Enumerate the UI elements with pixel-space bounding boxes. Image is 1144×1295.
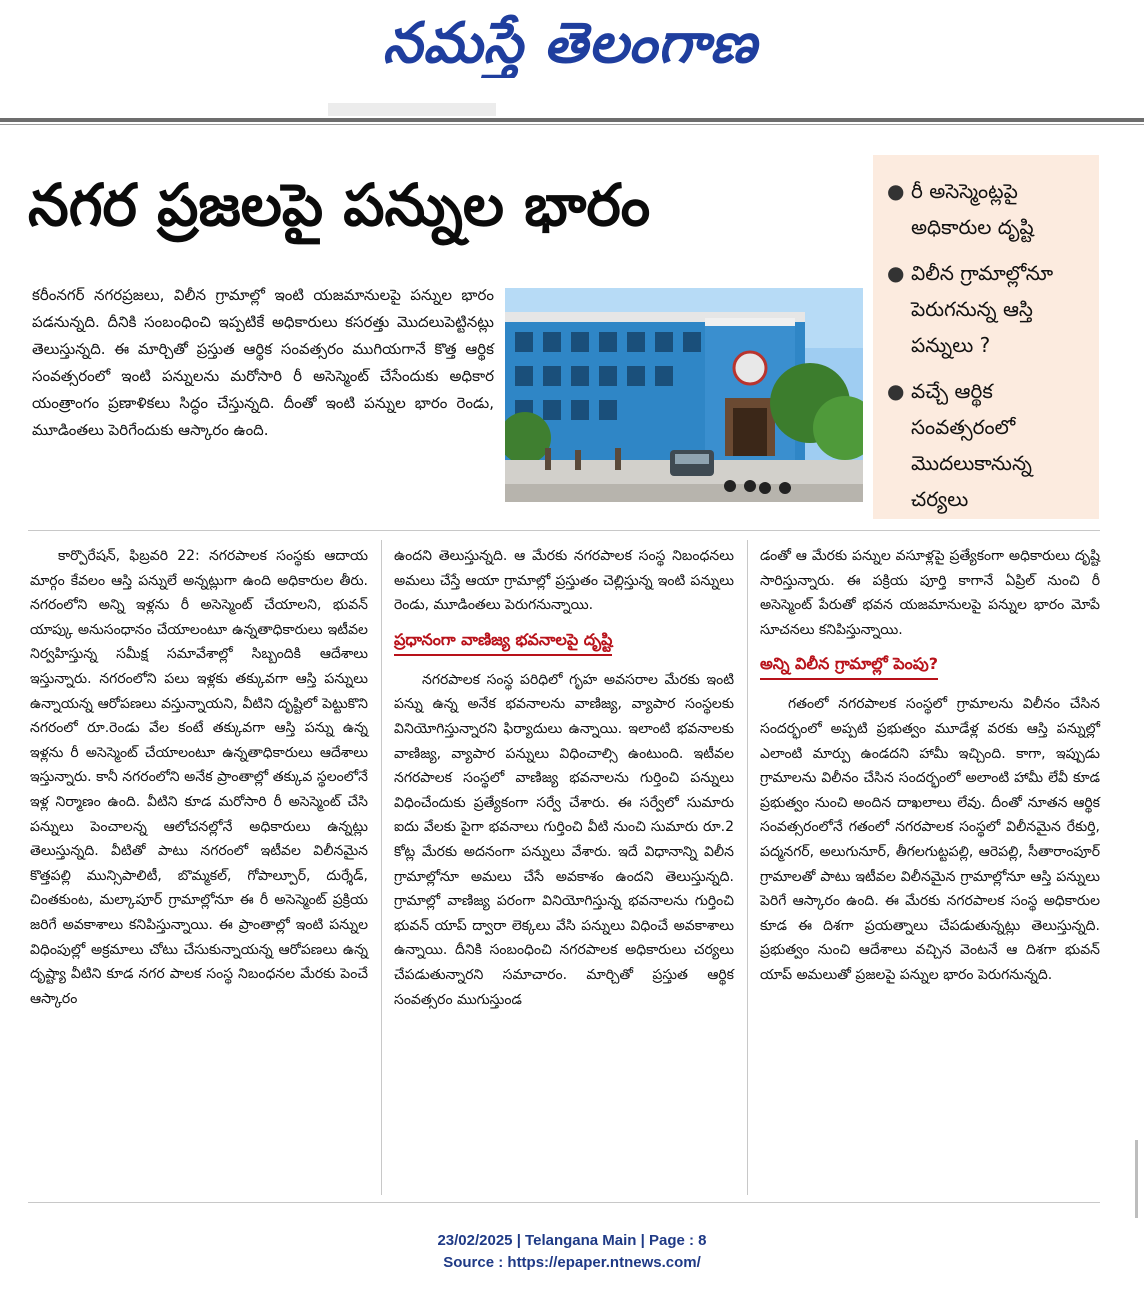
column-3-top-text: డంతో ఆ మేరకు పన్నుల వసూళ్లపై ప్రత్యేకంగా అధికారులు దృష్టి సారిస్తున్నారు. ఈ పక్రియ పూర్తి కాగానే ఏప్రిల్ నుంచి రీ అసెస్మెంట్ పేరుతో భవన యజమానులపై పన్నుల భారం మోపే సూచనలు కనిపిస్తున్నాయి.: [760, 548, 1100, 638]
highlight-text: రీ అసెస్మెంట్లపై అధికారుల దృష్టి: [911, 179, 1034, 239]
article-intro: కరీంనగర్ నగరప్రజలు, విలీన గ్రామాల్లో ఇంటి యజమానులపై పన్నుల భారం పడనున్నది. దీనికి సంబంధించి ఇప్పటికే అధికారులు కసరత్తు మొదలుపెట్టినట్లు తెలుస్తున్నది. ఈ మార్చితో ప్రస్తుత ఆర్థిక సంవత్సరం ముగియగానే కొత్త ఆర్థిక సంవత్సరంలో ఇంటి పన్నులను మరోసారి రీ అసెస్మెంట్ చేసేందుకు అధికార యంత్రాంగం ప్రణాళికలు సిద్ధం చేస్తున్నది. దీంతో ఇంటి పన్నుల భారం రెండు, మూడింతలు పెరిగేందుకు ఆస్కారం ఉంది.: [32, 286, 494, 439]
bullet-icon: ●: [887, 379, 905, 403]
column-3-body-text: గతంలో నగరపాలక సంస్థలో గ్రామాలను విలీనం చేసిన సందర్భంలో అప్పటి ప్రభుత్వం మూడేళ్ల వరకు ఆస్తి పన్నుల్లో ఎలాంటి మార్పు ఉండదని హామీ ఇచ్చింది. కాగా, ఇప్పుడు గ్రామాలను విలీనం చేసిన సందర్భంలో అలాంటి హామీ లేవీ కూడ ప్రభుత్వం నుంచి అందిన దాఖలాలు లేవు. దీంతో నూతన ఆర్థిక సంవత్సరంలోనే గతంలో నగరపాలక సంస్థలో విలీనమైన రేకుర్తి, పద్మనగర్, అలుగునూర్, తీగలగుట్టపల్లి, ఆరెపల్లి, సీతారాంపూర్ గ్రామాలతో పాటు ఇటీవల విలీనమైన గ్రామాల్లోనూ ఆస్తి పన్నులు పెరిగే ఆస్కారం ఉంది. ఈ మేరకు నగరపాలక సంస్థ అధికారుల కూడ ఈ దిశగా ప్రయత్నాలు చేపడుతున్నట్లు తెలుస్తున్నది. ప్రభుత్వం నుంచి ఆదేశాలు వచ్చిన వెంటనే ఆ దిశగా భువన్ యాప్ అమలుతో ప్రజలపై పన్నుల భారం పెరుగనున్నది.: [760, 696, 1100, 983]
edition-info: 23/02/2025 | Telangana Main | Page : 8: [437, 1232, 707, 1249]
building-photo: [505, 288, 863, 502]
column-2-body-text: నగరపాలక సంస్థ పరిధిలో గృహ అవసరాల మేరకు ఇంటి పన్ను ఉన్న అనేక భవనాలను వాణిజ్య, వ్యాపార సంస్థలకు వినియోగిస్తున్నారని ఫిర్యాదులు ఉన్నాయి. ఇలాంటి భవనాలకు వాణిజ్య, వ్యాపార పన్నులు విధించాల్సి ఉంటుంది. ఇటీవల నగరపాలక సంస్థలో వాణిజ్య భవనాలను గుర్తించి పన్నులు విధించేందుకు ప్రత్యేకంగా సర్వే చేశారు. ఈ సర్వేలో సుమారు ఐదు వేలకు పైగా భవనాలు గుర్తించి వీటి నుంచి సుమారు రూ.2 కోట్ల మేరకు అదనంగా పన్నులు వేశారు. ఇదే విధానాన్ని విలీన గ్రామాల్లోనూ అమలు చేసే అవకాశం ఉందని తెలుస్తున్నది. గ్రామాల్లో వాణిజ్య పరంగా వినియోగిస్తున్న భవనాలను గుర్తించి భువన్ యాప్ ద్వారా లెక్కలు వేసి పన్నులు విధించే అవకాశాలు ఉన్నాయి. దీనికి సంబంధించి నగరపాలక అధికారులు చర్యలు చేపడుతున్నారని సమాచారం. మార్చితో ప్రస్తుత ఆర్థిక సంవత్సరం ముగుస్తుండ: [394, 671, 734, 1008]
article-column-3: [760, 544, 1100, 1194]
column-1-text: కార్పొరేషన్, ఫిబ్రవరి 22: నగరపాలక సంస్థకు ఆదాయ మార్గం కేవలం ఆస్తి పన్నులే అన్నట్లుగా ఉంది అధికారుల తీరు. నగరంలోని అన్ని ఇళ్లను రీ అసెస్మెంట్ చేయాలని, భువన్ యాప్కు అనుసంధానం చేయాలంటూ ఉన్నతాధికారులు ఇటీవల నిర్వహిస్తున్న సమీక్ష సమావేశాల్లో సిబ్బందికి ఆదేశాలు ఇస్తున్నారు. నగరంలోని పలు ఇళ్లకు తక్కువగా ఆస్తి పన్నులు ఉన్నాయన్న ఆరోపణలు వస్తున్నాయని, వీటిని దృష్టిలో పెట్టుకొని నగరంలో రూ.రెండు వేల కంటే తక్కువగా ఆస్తి పన్ను ఉన్న ఇళ్లను రీ అసెస్మెంట్ చేయాలంటూ ఉన్నతాధికారులు ఆదేశాలు ఇస్తున్నారు. కానీ నగరంలోని అనేక ప్రాంతాల్లో తక్కువ స్థలంలోనే ఇళ్ల నిర్మాణం ఉంది. వీటిని కూడ మరోసారి రీ అసెస్మెంట్ చేసి పన్నులు పెంచాలన్న ఆలోచనల్లోనే అధికారులు ఉన్నట్లు తెలుస్తున్నది. వీటితో పాటు నగరంలో ఇటీవల విలీనమైన కొత్తపల్లి మున్సిపాలిటీ, బొమ్మకల్, గోపాల్పూర్, దుర్శేడ్, చింతకుంట, మల్కాపూర్ గ్రామాల్లోనూ ఈ రీ అసెస్మెంట్ ప్రక్రియ జరిగే అవకాశాలు కనిపిస్తున్నాయి. ఈ ప్రాంతాల్లో ఇంటి పన్నుల విధింపుల్లో అక్రమాలు చోటు చేసుకున్నాయన్న ఆరోపణలు ఉన్న దృష్ట్యా వీటిని కూడ నగర పాలక సంస్థ నిబంధనల మేరకు పెంచే ఆస్కారం: [30, 548, 368, 1007]
masthead-rule-thin: [0, 124, 1144, 125]
bullet-icon: ●: [887, 261, 905, 285]
column-3-subheading: అన్ని విలీన గ్రామాల్లో పెంపు?: [760, 652, 938, 680]
column-separator: [381, 540, 382, 1195]
highlight-item: [887, 173, 1091, 245]
section-divider: [28, 530, 1100, 531]
article-headline: నగర ప్రజలపై పన్నుల భారం: [28, 171, 651, 239]
column-2-subheading: ప్రధానంగా వాణిజ్య భవనాలపై దృష్టి: [394, 628, 612, 656]
article-column-2: [394, 544, 734, 1194]
highlight-text: వచ్చే ఆర్థిక సంవత్సరంలో మొదలుకానున్న చర్యలు: [911, 379, 1032, 511]
newspaper-logo: నమస్తే తెలంగాణ: [382, 10, 758, 76]
highlight-text: విలీన గ్రామాల్లోనూ పెరుగనున్న ఆస్తి పన్నులు ?: [911, 261, 1054, 357]
article-column-1: [30, 544, 368, 1194]
masthead-tab: [328, 103, 496, 116]
column-2-top-text: ఉందని తెలుస్తున్నది. ఆ మేరకు నగరపాలక సంస్థ నిబంధనలు అమలు చేస్తే ఆయా గ్రామాల్లో ప్రస్తుతం చెల్లిస్తున్న ఇంటి పన్నులు రెండు, మూడింతలు పెరుగనున్నాయి.: [394, 548, 734, 614]
page-footer: [0, 1230, 1144, 1274]
masthead-rule-thick: [0, 118, 1144, 122]
highlights-box: [873, 155, 1099, 519]
highlight-item: [887, 255, 1091, 363]
highlight-item: [887, 373, 1091, 517]
source-link[interactable]: Source : https://epaper.ntnews.com/: [443, 1254, 701, 1271]
column-separator: [747, 540, 748, 1195]
bottom-divider: [28, 1202, 1100, 1203]
masthead: [0, 0, 1144, 120]
scroll-edge: [1135, 1140, 1138, 1218]
bullet-icon: ●: [887, 179, 905, 203]
